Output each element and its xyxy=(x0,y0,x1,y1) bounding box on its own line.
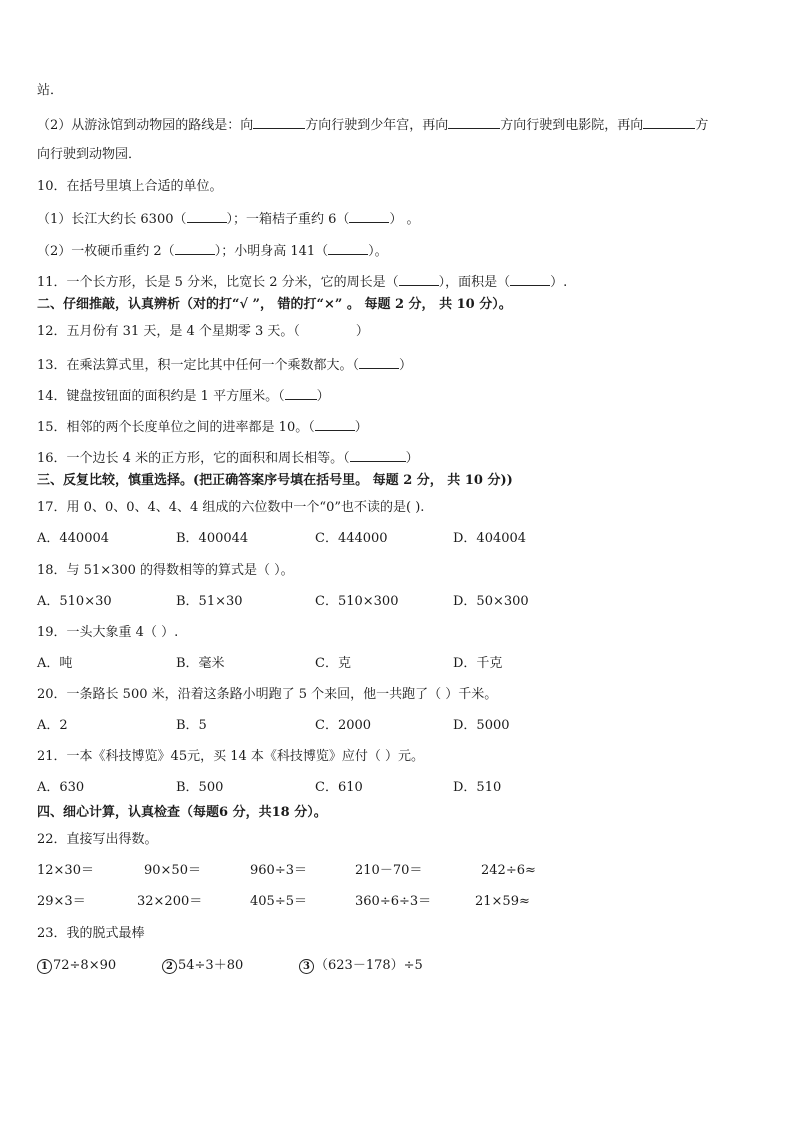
q19-option-d[interactable]: D．千克 xyxy=(453,656,503,671)
q22-stem: 22．直接写出得数。 xyxy=(37,832,158,847)
q10-part1: （1）长江大约长 6300（ ）；一箱桔子重约 6（ ） 。 xyxy=(37,208,420,229)
q21-option-c[interactable]: C．610 xyxy=(315,780,363,795)
blank[interactable] xyxy=(399,271,439,286)
q13: 13．在乘法算式里，积一定比其中任何一个乘数都大。（ ） xyxy=(37,354,412,375)
q19-option-a[interactable]: A．吨 xyxy=(37,656,73,671)
blank[interactable] xyxy=(643,114,695,129)
q17-option-b[interactable]: B．400044 xyxy=(176,531,249,546)
q23-item-1[interactable]: 1 72÷8×90 xyxy=(37,957,116,975)
q21-stem: 21．一本《科技博览》45元，买 14 本《科技博览》应付（ ）元。 xyxy=(37,749,425,764)
q20-option-b[interactable]: B．5 xyxy=(176,718,207,733)
calc-item[interactable]: 90×50＝ xyxy=(144,863,201,878)
calc-item[interactable]: 960÷3＝ xyxy=(250,863,307,878)
q19-option-b[interactable]: B．毫米 xyxy=(176,656,225,671)
q9-part2: （2）从游泳馆到动物园的路线是：向 方向行驶到少年宫，再向 方向行驶到电影院，再向 方 xyxy=(37,114,708,135)
calc-item[interactable]: 210－70＝ xyxy=(355,863,423,878)
q18-option-d[interactable]: D．50×300 xyxy=(453,594,529,609)
q21-option-a[interactable]: A．630 xyxy=(37,780,85,795)
blank[interactable] xyxy=(349,208,389,223)
q23-stem: 23．我的脱式最棒 xyxy=(37,926,145,941)
q16: 16．一个边长 4 米的正方形，它的面积和周长相等。（ ） xyxy=(37,447,419,468)
section-2-heading: 二、仔细推敲，认真辨析（对的打“√ ”， 错的打“×” 。 每题 2 分， 共 10 分）。 xyxy=(37,297,512,312)
q10-part2: （2）一枚硬币重约 2（ ）；小明身高 141（ ）。 xyxy=(37,240,388,261)
q23-item-2[interactable]: 2 54÷3＋80 xyxy=(162,957,243,975)
q10-stem: 10．在括号里填上合适的单位。 xyxy=(37,179,223,194)
q17-option-d[interactable]: D．404004 xyxy=(453,531,527,546)
calc-item[interactable]: 29×3＝ xyxy=(37,894,86,909)
circled-number-icon: 1 xyxy=(37,959,52,974)
blank[interactable] xyxy=(448,114,500,129)
blank[interactable] xyxy=(187,208,227,223)
q17-option-c[interactable]: C．444000 xyxy=(315,531,388,546)
circled-number-icon: 3 xyxy=(299,959,314,974)
q19-stem: 19．一头大象重 4（ ）. xyxy=(37,625,179,640)
q20-stem: 20．一条路长 500 米，沿着这条路小明跑了 5 个来回，他一共跑了（ ）千米。 xyxy=(37,687,498,702)
q18-option-a[interactable]: A．510×30 xyxy=(37,594,112,609)
calc-item[interactable]: 360÷6÷3＝ xyxy=(355,894,432,909)
q15: 15．相邻的两个长度单位之间的进率都是 10。（ ） xyxy=(37,416,368,437)
blank[interactable] xyxy=(285,385,317,400)
blank[interactable] xyxy=(328,240,368,255)
q20-option-a[interactable]: A．2 xyxy=(37,718,68,733)
calc-item[interactable]: 242÷6≈ xyxy=(481,863,536,878)
q21-option-d[interactable]: D．510 xyxy=(453,780,502,795)
blank[interactable] xyxy=(175,240,215,255)
section-4-heading: 四、细心计算，认真检查（每题6 分，共18 分）。 xyxy=(37,805,327,820)
calc-item[interactable]: 21×59≈ xyxy=(475,894,530,909)
q20-option-c[interactable]: C．2000 xyxy=(315,718,372,733)
q12: 12．五月份有 31 天，是 4 个星期零 3 天。（ ） xyxy=(37,324,369,339)
q23-item-3[interactable]: 3 （623－178）÷5 xyxy=(299,957,423,975)
q17-stem: 17．用 0、0、0、4、4、4 组成的六位数中一个“0”也不读的是( ). xyxy=(37,500,425,515)
blank[interactable] xyxy=(253,114,305,129)
section-3-heading: 三、反复比较，慎重选择。(把正确答案序号填在括号里。 每题 2 分， 共 10 分)) xyxy=(37,473,513,488)
q9-tail: 站． xyxy=(37,83,64,98)
q18-stem: 18．与 51×300 的得数相等的算式是（ ）。 xyxy=(37,563,294,578)
q17-option-a[interactable]: A．440004 xyxy=(37,531,110,546)
blank[interactable] xyxy=(350,447,406,462)
calc-item[interactable]: 12×30＝ xyxy=(37,863,94,878)
blank[interactable] xyxy=(315,416,355,431)
blank[interactable] xyxy=(359,354,399,369)
q11: 11．一个长方形，长是 5 分米，比宽长 2 分米，它的周长是（ ），面积是（ ）. xyxy=(37,271,567,292)
calc-item[interactable]: 32×200＝ xyxy=(137,894,203,909)
q20-option-d[interactable]: D．5000 xyxy=(453,718,510,733)
circled-number-icon: 2 xyxy=(162,959,177,974)
calc-item[interactable]: 405÷5＝ xyxy=(250,894,307,909)
q19-option-c[interactable]: C．克 xyxy=(315,656,351,671)
q9-part2-cont: 向行驶到动物园． xyxy=(37,147,142,162)
q21-option-b[interactable]: B．500 xyxy=(176,780,224,795)
q18-option-c[interactable]: C．510×300 xyxy=(315,594,399,609)
q14: 14．键盘按钮面的面积约是 1 平方厘米。（ ） xyxy=(37,385,330,406)
q18-option-b[interactable]: B．51×30 xyxy=(176,594,243,609)
blank[interactable] xyxy=(510,271,550,286)
